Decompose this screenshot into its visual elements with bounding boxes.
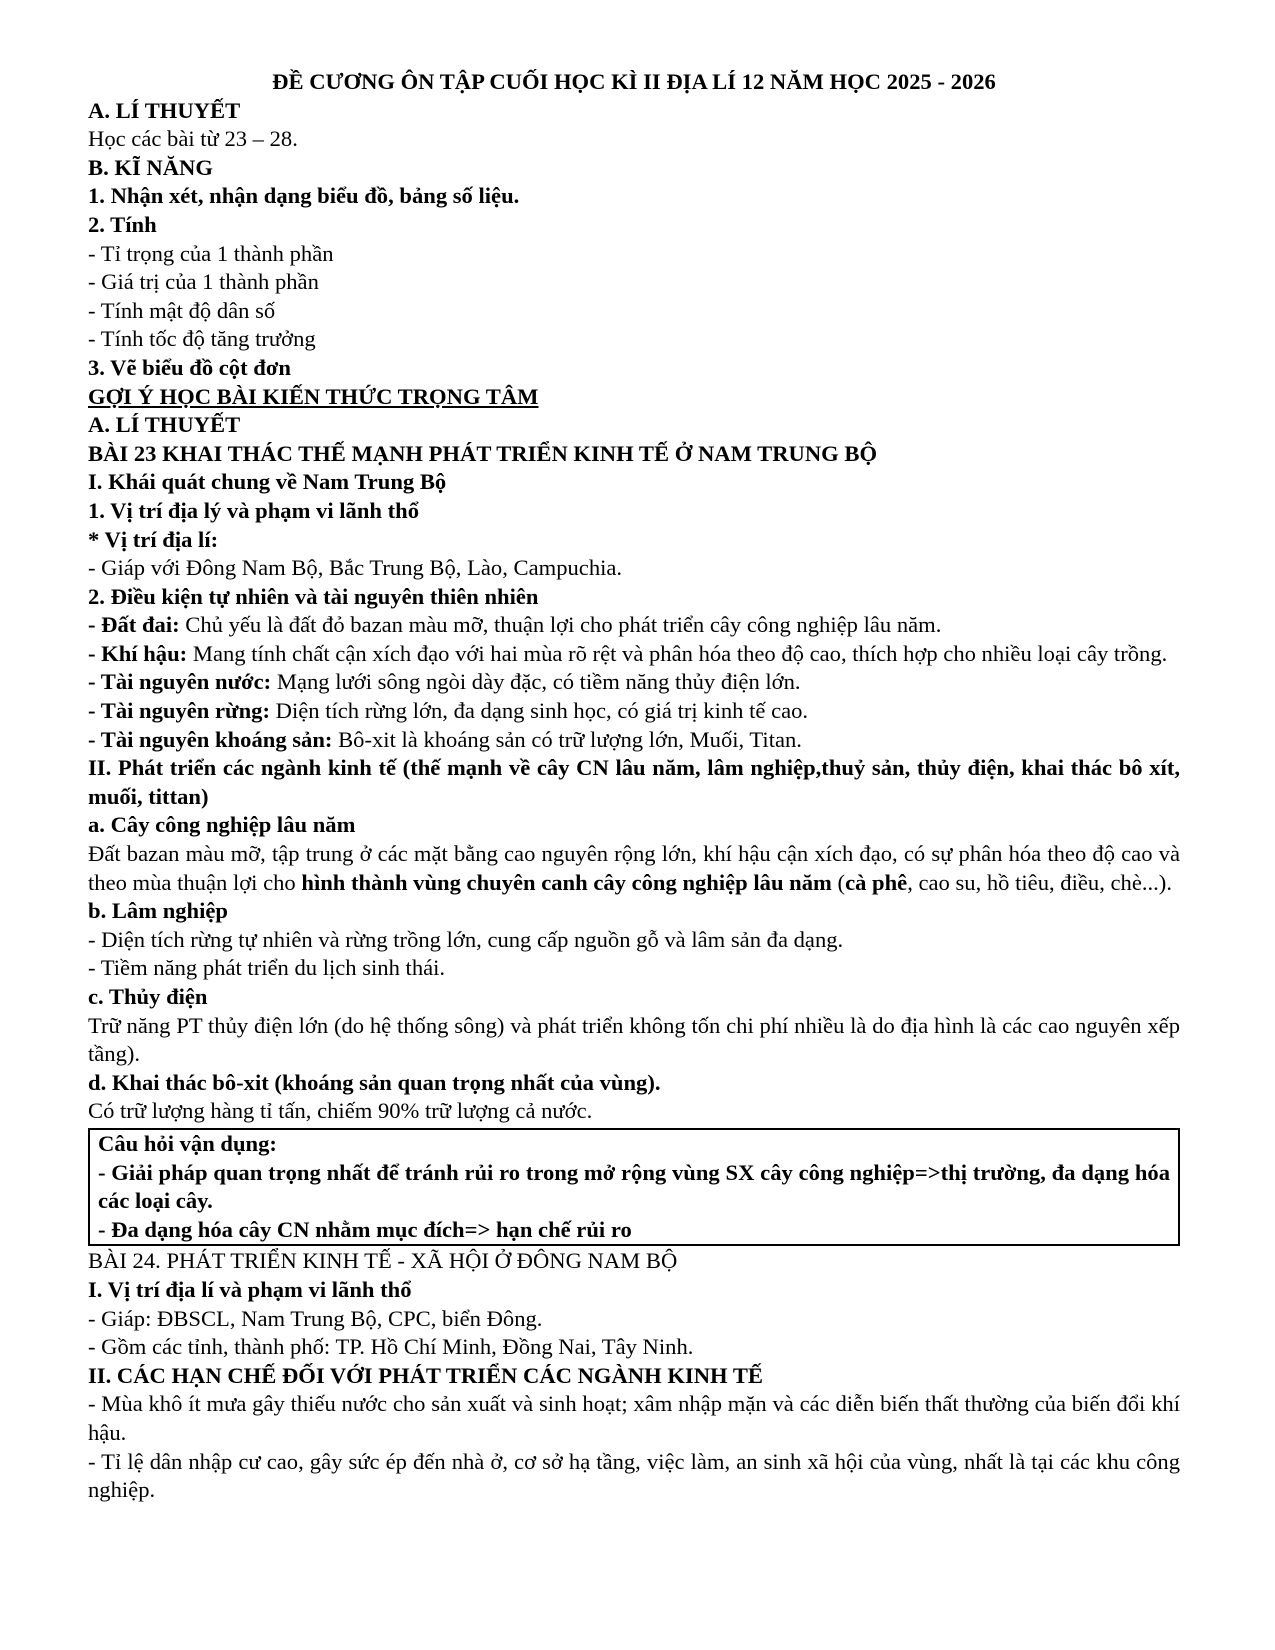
list-item: - Tỉ lệ dân nhập cư cao, gây sức ép đến nhà ở, cơ sở hạ tầng, việc làm, an sinh xã hội của vùng, nhất là tại các khu công nghiệp. [88, 1448, 1180, 1503]
resource-label: - Tài nguyên rừng: [88, 698, 270, 724]
applied-questions-box [88, 1128, 1180, 1246]
list-item: - Mùa khô ít mưa gây thiếu nước cho sản xuất và sinh hoạt; xâm nhập mặn và các diễn biến thất thường của biến đổi khí hậu. [88, 1391, 1180, 1445]
list-item: - Giáp: ĐBSCL, Nam Trung Bộ, CPC, biển Đông. [88, 1305, 543, 1331]
lesson-23-title: BÀI 23 KHAI THÁC THẾ MẠNH PHÁT TRIỂN KINH TẾ Ở NAM TRUNG BỘ [88, 440, 878, 466]
box-heading: Câu hỏi vận dụng: [98, 1130, 277, 1156]
paragraph: Có trữ lượng hàng tỉ tấn, chiếm 90% trữ lượng cả nước. [88, 1098, 593, 1124]
box-question: - Giải pháp quan trọng nhất để tránh rủi ro trong mở rộng vùng SX cây công nghiệp=>thị trường, đa dạng hóa các loại cây. [98, 1159, 1170, 1214]
resource-mineral [88, 726, 1180, 755]
paragraph-text: , cao su, hồ tiêu, điều, chè...). [907, 869, 1172, 895]
list-item: - Gồm các tỉnh, thành phố: TP. Hồ Chí Minh, Đồng Nai, Tây Ninh. [88, 1334, 694, 1360]
calc-item: - Giá trị của 1 thành phần [88, 269, 319, 295]
section-heading: II. Phát triển các ngành kinh tế (thế mạnh về cây CN lâu năm, lâm nghiệp,thuỷ sản, thủy điện, khai thác bô xít, muối, tittan) [88, 755, 1180, 809]
calc-item: - Tính tốc độ tăng trưởng [88, 326, 316, 352]
lesson-24-title: BÀI 24. PHÁT TRIỂN KINH TẾ - XÃ HỘI Ở ĐÔNG NAM BỘ [88, 1248, 678, 1274]
section-heading: II. CÁC HẠN CHẾ ĐỐI VỚI PHÁT TRIỂN CÁC NGÀNH KINH TẾ [88, 1362, 763, 1388]
resource-label: - Tài nguyên khoáng sản: [88, 726, 333, 752]
paragraph [88, 840, 1180, 897]
paragraph: - Giáp với Đông Nam Bộ, Bắc Trung Bộ, Lào, Campuchia. [88, 555, 623, 581]
paragraph: Trữ năng PT thủy điện lớn (do hệ thống sông) và phát triển không tốn chi phí nhiều là do địa hình là các cao nguyên xếp tầng). [88, 1012, 1180, 1067]
subsection-heading: c. Thủy điện [88, 984, 208, 1009]
resource-forest [88, 697, 1180, 726]
resource-text: Chủ yếu là đất đỏ bazan màu mỡ, thuận lợi cho phát triển cây công nghiệp lâu năm. [179, 612, 942, 638]
subsection-heading: * Vị trí địa lí: [88, 526, 219, 552]
guide-heading: GỢI Ý HỌC BÀI KIẾN THỨC TRỌNG TÂM [88, 383, 539, 409]
subsection-heading: d. Khai thác bô-xit (khoáng sản quan trọng nhất của vùng). [88, 1069, 661, 1095]
paragraph-text: Đất bazan màu mỡ, tập trung ở các mặt bằng cao nguyên rộng lớn, khí hậu cận xích đạo, có sự phân hóa theo độ cao và theo mùa thuận lợi cho [88, 841, 1180, 895]
resource-text: Bô-xit là khoáng sản có trữ lượng lớn, Muối, Titan. [332, 726, 802, 752]
resource-text: Mạng lưới sông ngòi dày đặc, có tiềm năng thủy điện lớn. [271, 669, 801, 695]
resource-water [88, 668, 1180, 697]
calc-item: - Tính mật độ dân số [88, 297, 276, 323]
skill-item-1: 1. Nhận xét, nhận dạng biểu đồ, bảng số liệu. [88, 183, 520, 209]
resource-label: - Đất đai: [88, 612, 180, 638]
skill-item-3: 3. Vẽ biểu đồ cột đơn [88, 354, 291, 380]
list-item: - Diện tích rừng tự nhiên và rừng trồng lớn, cung cấp nguồn gỗ và lâm sản đa dạng. [88, 926, 844, 952]
paragraph-text: ( [831, 869, 846, 895]
paragraph-emphasis: cà phê [845, 869, 908, 895]
resource-text: Mang tính chất cận xích đạo với hai mùa rõ rệt và phân hóa theo độ cao, thích hợp cho nhiều loại cây trồng. [187, 640, 1168, 666]
resource-land [88, 611, 1180, 640]
resource-climate [88, 640, 1180, 669]
part-a-text: Học các bài từ 23 – 28. [88, 126, 298, 152]
skill-item-2: 2. Tính [88, 211, 157, 237]
calc-item: - Tỉ trọng của 1 thành phần [88, 240, 334, 266]
list-item: - Tiềm năng phát triển du lịch sinh thái. [88, 955, 446, 981]
subsection-heading: b. Lâm nghiệp [88, 898, 228, 924]
document-page [88, 68, 1180, 1505]
box-question: - Đa dạng hóa cây CN nhằm mục đích=> hạn chế rủi ro [98, 1216, 632, 1242]
part-a-heading: A. LÍ THUYẾT [88, 97, 241, 123]
paragraph-emphasis: hình thành vùng chuyên canh cây công nghiệp lâu năm [301, 869, 832, 895]
resource-text: Diện tích rừng lớn, đa dạng sinh học, có giá trị kinh tế cao. [270, 698, 809, 724]
resource-label: - Khí hậu: [88, 640, 188, 666]
section-heading: I. Vị trí địa lí và phạm vi lãnh thổ [88, 1276, 412, 1302]
document-title: ĐỀ CƯƠNG ÔN TẬP CUỐI HỌC KÌ II ĐỊA LÍ 12 NĂM HỌC 2025 - 2026 [272, 69, 996, 94]
subsection-heading: 1. Vị trí địa lý và phạm vi lãnh thổ [88, 497, 420, 523]
resource-label: - Tài nguyên nước: [88, 669, 272, 695]
guide-part-a: A. LÍ THUYẾT [88, 412, 241, 438]
subsection-heading: a. Cây công nghiệp lâu năm [88, 812, 356, 838]
section-heading: I. Khái quát chung về Nam Trung Bộ [88, 469, 447, 495]
part-b-heading: B. KĨ NĂNG [88, 154, 213, 180]
subsection-heading: 2. Điều kiện tự nhiên và tài nguyên thiên nhiên [88, 583, 539, 609]
